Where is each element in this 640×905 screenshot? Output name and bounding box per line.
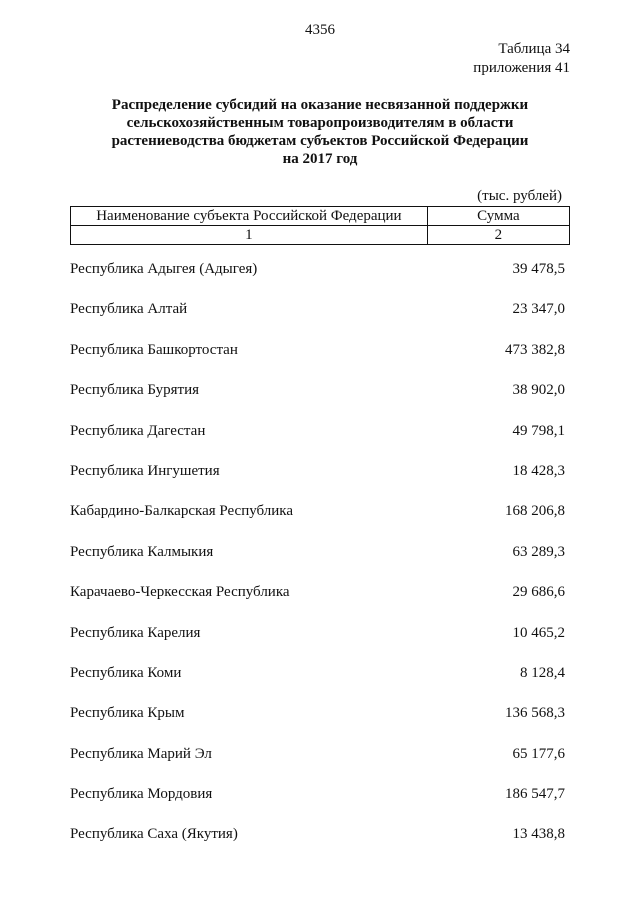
region-name: Республика Ингушетия bbox=[70, 462, 220, 479]
column-number-1: 1 bbox=[71, 226, 428, 245]
subsidy-amount: 168 206,8 bbox=[505, 503, 565, 520]
table-header bbox=[70, 206, 570, 245]
table-row bbox=[70, 700, 565, 740]
region-name: Республика Саха (Якутия) bbox=[70, 826, 238, 843]
title-line: Распределение субсидий на оказание несвязанной поддержки bbox=[111, 97, 529, 113]
table-row bbox=[70, 539, 565, 579]
appendix-number: приложения 41 bbox=[473, 60, 570, 76]
table-row bbox=[70, 620, 565, 660]
region-name: Республика Коми bbox=[70, 664, 182, 681]
table-reference bbox=[473, 40, 570, 78]
table-row bbox=[70, 418, 565, 458]
region-name: Республика Башкортостан bbox=[70, 341, 238, 358]
table-row bbox=[70, 337, 565, 377]
region-name: Республика Мордовия bbox=[70, 786, 213, 803]
subsidy-amount: 39 478,5 bbox=[512, 261, 565, 277]
units-label: (тыс. рублей) bbox=[477, 188, 562, 204]
region-name: Республика Бурятия bbox=[70, 382, 200, 399]
column-number-2: 2 bbox=[427, 226, 569, 245]
table-row bbox=[70, 256, 565, 296]
column-number-row bbox=[71, 226, 570, 245]
subsidy-amount: 18 428,3 bbox=[512, 462, 565, 479]
subsidy-amount: 65 177,6 bbox=[512, 745, 565, 762]
region-name: Республика Калмыкия bbox=[70, 543, 214, 560]
title-line: растениеводства бюджетам субъектов Российской Федерации bbox=[111, 133, 529, 149]
region-name: Карачаево-Черкесская Республика bbox=[70, 584, 290, 601]
header-row bbox=[71, 207, 570, 226]
subsidy-amount: 13 438,8 bbox=[512, 826, 565, 843]
table-row bbox=[70, 377, 565, 417]
table-body bbox=[70, 256, 565, 862]
page-number: 4356 bbox=[305, 22, 335, 38]
table-row bbox=[70, 741, 565, 781]
subsidy-amount: 10 465,2 bbox=[512, 624, 565, 641]
title-line: на 2017 год bbox=[282, 151, 358, 167]
subsidy-amount: 38 902,0 bbox=[512, 382, 565, 399]
table-row bbox=[70, 821, 565, 861]
region-name: Кабардино-Балкарская Республика bbox=[70, 503, 294, 520]
region-name: Республика Карелия bbox=[70, 624, 201, 641]
region-name: Республика Крым bbox=[70, 705, 185, 722]
document-title bbox=[70, 96, 570, 168]
subsidy-amount: 186 547,7 bbox=[505, 786, 565, 803]
region-name: Республика Дагестан bbox=[70, 422, 206, 439]
table-row bbox=[70, 579, 565, 619]
subsidy-amount: 136 568,3 bbox=[505, 705, 565, 722]
subsidy-amount: 23 347,0 bbox=[512, 301, 565, 318]
table-number: Таблица 34 bbox=[498, 41, 570, 57]
subsidy-amount: 29 686,6 bbox=[512, 584, 565, 601]
table-row bbox=[70, 781, 565, 821]
table-row bbox=[70, 458, 565, 498]
region-name: Республика Адыгея (Адыгея) bbox=[70, 261, 258, 277]
table-row bbox=[70, 498, 565, 538]
subsidy-amount: 473 382,8 bbox=[505, 341, 565, 358]
subsidy-amount: 8 128,4 bbox=[520, 664, 565, 681]
table-row bbox=[70, 660, 565, 700]
title-line: сельскохозяйственным товаропроизводителям в области bbox=[126, 115, 514, 131]
subsidy-amount: 49 798,1 bbox=[512, 422, 565, 439]
subsidy-amount: 63 289,3 bbox=[512, 543, 565, 560]
table-row bbox=[70, 296, 565, 336]
region-name: Республика Марий Эл bbox=[70, 745, 212, 762]
header-name-column: Наименование субъекта Российской Федерации bbox=[71, 207, 428, 226]
header-sum-column: Сумма bbox=[427, 207, 569, 226]
region-name: Республика Алтай bbox=[70, 301, 188, 318]
